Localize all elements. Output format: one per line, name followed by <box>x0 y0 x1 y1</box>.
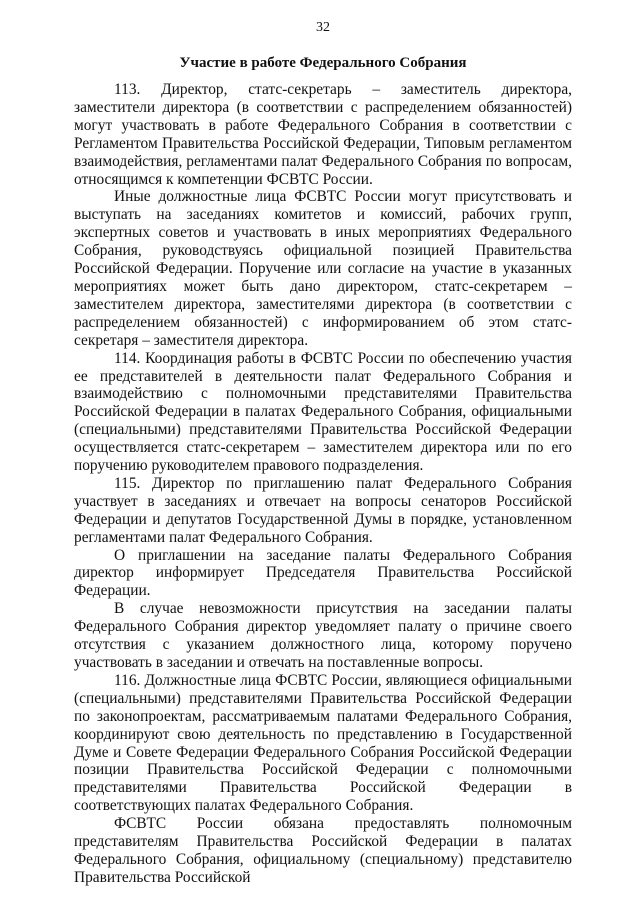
paragraph-invitation: О приглашении на заседание палаты Федерального Собрания директор информирует Председателя Правительства Российской Федерации. <box>74 546 572 600</box>
paragraph-114: 114. Координация работы в ФСВТС России по обеспечению участия ее представителей в деятельности палат Федерального Собрания и взаимодействию с полномочными представителями Правительства Российской Федерации в палатах Федерального Собрания, официальными (специальными) представителями Правительства Российской Федерации осуществляется статс-секретарем – заместителем директора или по его поручению руководителем правового подразделения. <box>74 349 572 475</box>
paragraph-absence: В случае невозможности присутствия на заседании палаты Федерального Собрания директор уведомляет палату о причине своего отсутствия с указанием должностного лица, которому поручено участвовать в заседании и отвечать на поставленные вопросы. <box>74 600 572 671</box>
paragraph-116: 116. Должностные лица ФСВТС России, являющиеся официальными (специальными) представителями Правительства Российской Федерации по законопроектам, рассматриваемым палатами Федерального Собрания, координируют свою деятельность по представлению в Государственной Думе и Совете Федерации Федерального Собрания Российской Федерации позиции Правительства Российской Федерации с полномочными представителями Правительства Российской Федерации в соответствующих палатах Федерального Собрания. <box>74 671 572 815</box>
page-number: 32 <box>316 20 330 35</box>
paragraph-115: 115. Директор по приглашению палат Федерального Собрания участвует в заседаниях и отвечает на вопросы сенаторов Российской Федерации и депутатов Государственной Думы в порядке, установленном регламентами палат Федерального Собрания. <box>74 474 572 546</box>
section-title: Участие в работе Федерального Собрания <box>179 55 467 71</box>
paragraph-other-officials: Иные должностные лица ФСВТС России могут присутствовать и выступать на заседаниях комитетов и комиссий, рабочих групп, экспертных советов и участвовать в иных мероприятиях Федерального Собрания, руководствуясь официальной позицией Правительства Российской Федерации. Поручение или согласие на участие в указанных мероприятиях может быть дано директором, статс-секретарем – заместителем директора, заместителями директора (в соответствии с распределением обязанностей) с информированием об этом статс-секретаря – заместителя директора. <box>74 188 572 349</box>
body-text <box>74 81 572 887</box>
paragraph-obligation: ФСВТС России обязана предоставлять полномочным представителям Правительства Российской Федерации в палатах Федерального Собрания, официальному (специальному) представителю Правительства Российской <box>74 815 572 886</box>
paragraph-113: 113. Директор, статс-секретарь – заместитель директора, заместители директора (в соответствии с распределением обязанностей) могут участвовать в работе Федерального Собрания в соответствии с Регламентом Правительства Российской Федерации, Типовым регламентом взаимодействия, регламентами палат Федерального Собрания по вопросам, относящимся к компетенции ФСВТС России. <box>74 81 572 188</box>
